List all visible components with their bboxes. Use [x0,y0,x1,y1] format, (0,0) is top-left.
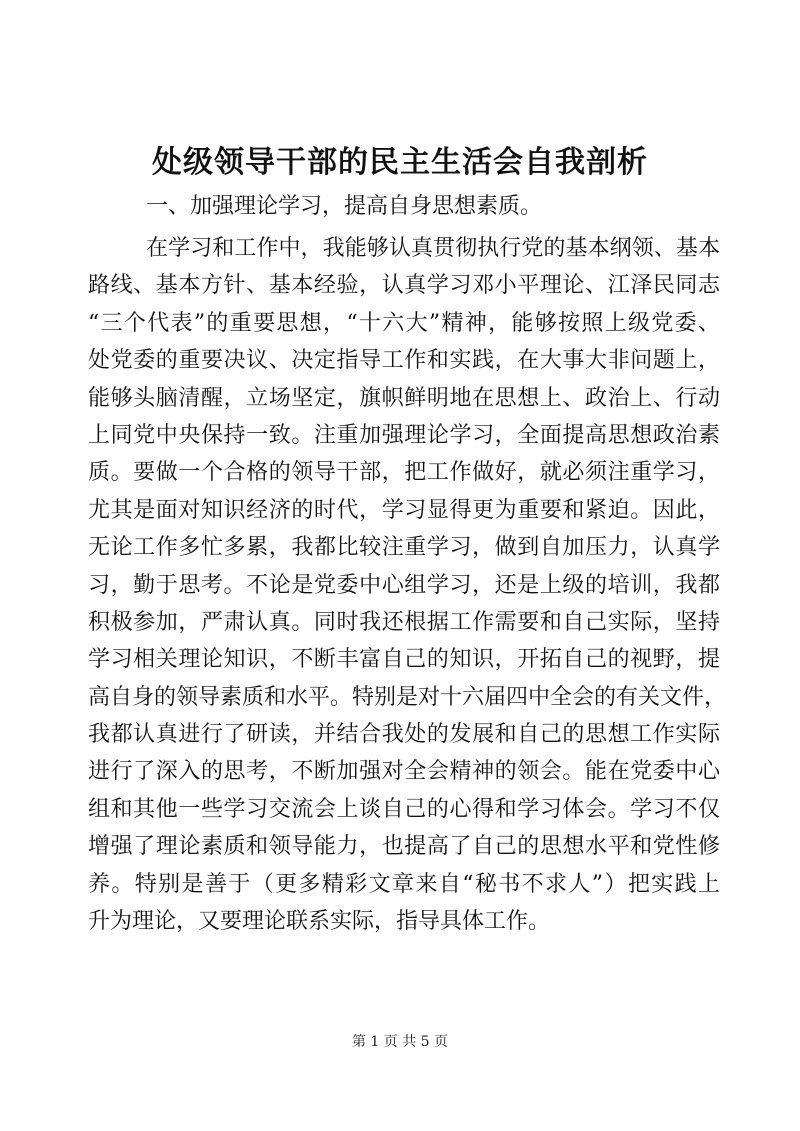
document-title: 处级领导干部的民主生活会自我剖析 [152,145,648,180]
paragraph-line: 习，勤于思考。不论是党委中心组学习，还是上级的培训，我都 [88,572,720,598]
paragraph-line: 在学习和工作中，我能够认真贯彻执行党的基本纲领、基本 [146,236,720,261]
paragraph-line: 能够头脑清醒，立场坚定，旗帜鲜明地在思想上、政治上、行动 [88,385,720,411]
section-heading: 一、加强理论学习，提高自身思想素质。 [146,194,543,219]
paragraph-line: 积极参加，严肃认真。同时我还根据工作需要和自己实际，坚持 [88,609,720,635]
paragraph-line: “三个代表”的重要思想，“十六大”精神，能够按照上级党委、 [88,310,720,336]
page-number-footer: 第 1 页 共 5 页 [351,1034,449,1050]
paragraph-line: 质。要做一个合格的领导干部，把工作做好，就必须注重学习， [88,460,720,486]
paragraph-line: 学习相关理论知识，不断丰富自己的知识，开拓自己的视野，提 [88,647,720,673]
paragraph-line: 我都认真进行了研读，并结合我处的发展和自己的思想工作实际 [88,722,720,748]
paragraph-line: 增强了理论素质和领导能力，也提高了自己的思想水平和党性修 [88,834,720,860]
paragraph-line: 进行了深入的思考，不断加强对全会精神的领会。能在党委中心 [88,759,720,785]
paragraph-line: 无论工作多忙多累，我都比较注重学习，做到自加压力，认真学 [88,535,720,561]
paragraph-line: 上同党中央保持一致。注重加强理论学习，全面提高思想政治素 [88,422,720,448]
paragraph-line: 尤其是面对知识经济的时代，学习显得更为重要和紧迫。因此， [88,497,720,523]
paragraph-line: 养。特别是善于（更多精彩文章来自“秘书不求人”）把实践上 [88,871,720,897]
paragraph-line: 组和其他一些学习交流会上谈自己的心得和学习体会。学习不仅 [88,796,720,822]
paragraph-line: 处党委的重要决议、决定指导工作和实践，在大事大非问题上， [88,348,720,374]
body-paragraph [88,230,727,940]
paragraph-line: 高自身的领导素质和水平。特别是对十六届四中全会的有关文件， [88,684,727,710]
paragraph-line: 路线、基本方针、基本经验，认真学习邓小平理论、江泽民同志 [88,273,720,299]
paragraph-line: 升为理论，又要理论联系实际，指导具体工作。 [88,909,551,935]
